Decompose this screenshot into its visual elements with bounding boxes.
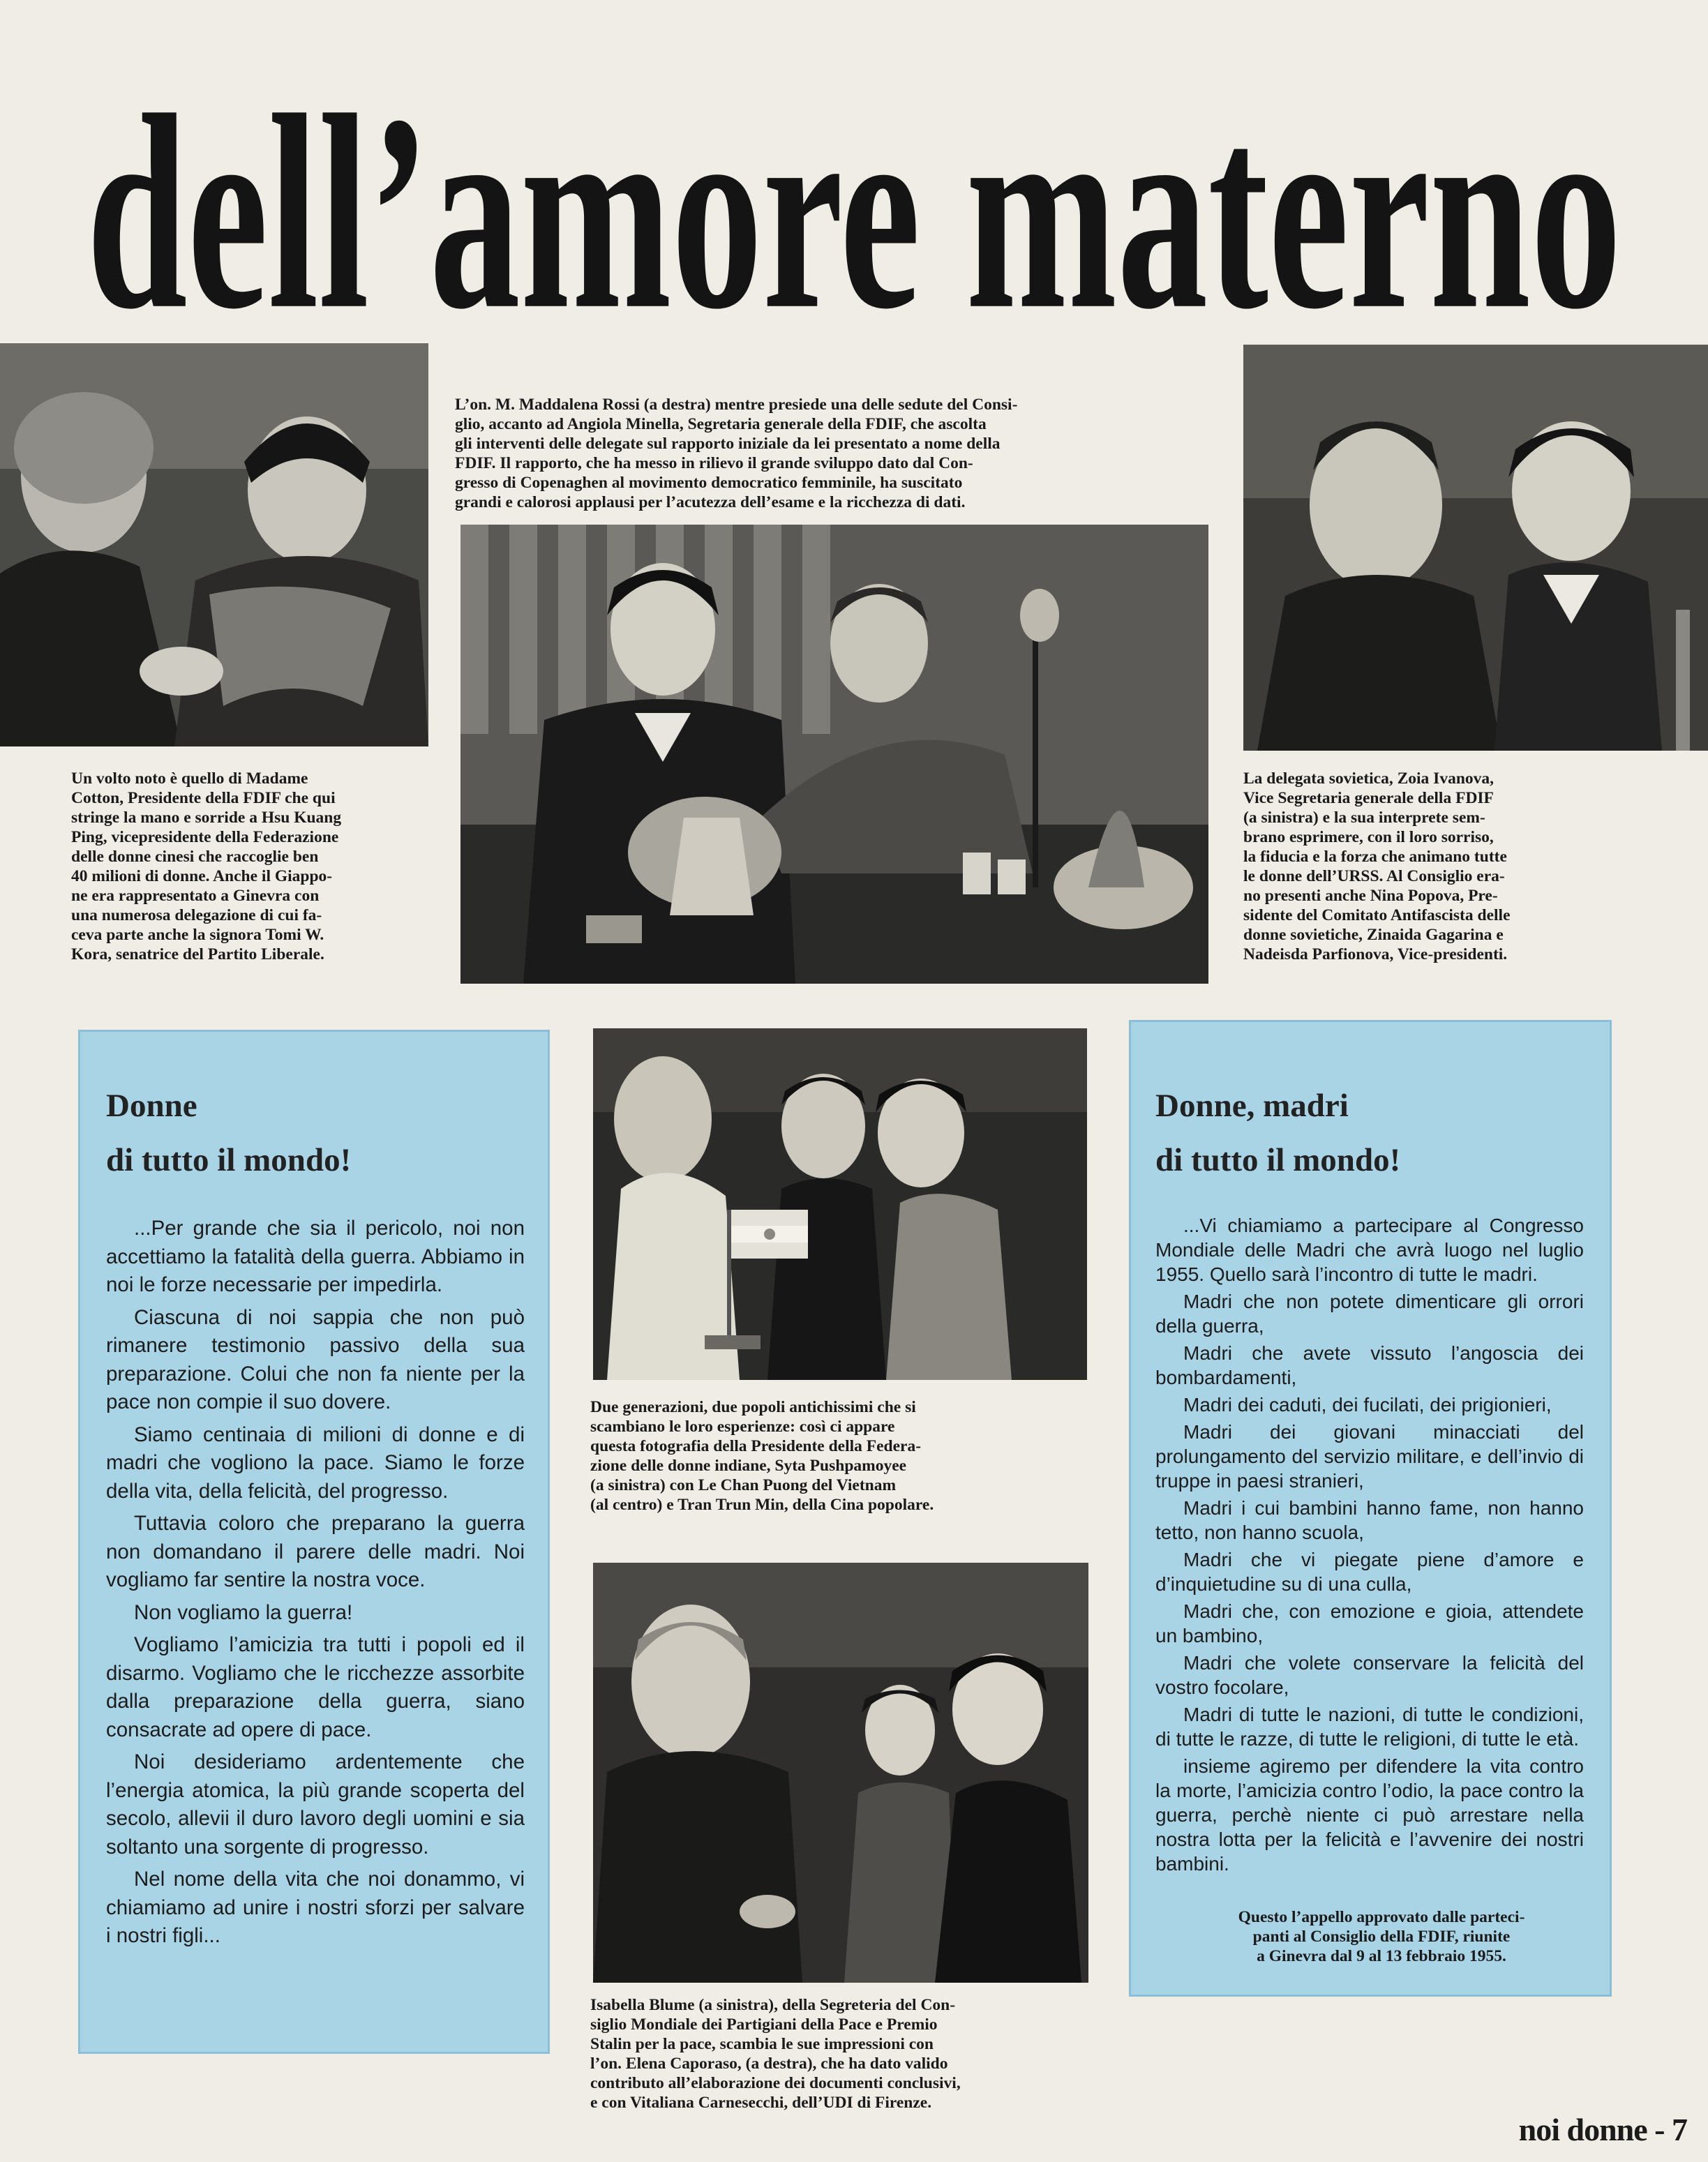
appeal-right-paragraph: Madri che avete vissuto l’angoscia dei bombardamenti, (1155, 1342, 1584, 1388)
photo-three-women-with-flag-icon (593, 1028, 1087, 1380)
photo-bottom-center (593, 1563, 1088, 1983)
photo-three-women-talking-icon (593, 1563, 1088, 1983)
appeal-right-paragraph: Madri che non potete dimenticare gli orrori della guerra, (1155, 1291, 1584, 1337)
caption-middle-center: Due generazioni, due popoli antichissimi che si scambiano le loro esperienze: così ci appare questa fotografia della Presidente della Federa- zione delle donne indiane, Syta Pushpamoyee (a sinistra) con Le Chan Puong del Vietnam (al centro) e Tran Trun Min, della Cina popolare. (590, 1398, 934, 1514)
photo-women-at-meeting-table-icon (460, 525, 1208, 984)
photo-two-women-smiling-icon (1243, 345, 1708, 751)
appeal-left-paragraph: Noi desideriamo ardentemente che l’energia atomica, la più grande scoperta del secolo, allevii il duro lavoro degli uomini e sia soltanto una sorgente di progresso. (106, 1750, 525, 1859)
appeal-left-paragraph: Nel nome della vita che noi donammo, vi chiamiamo ad unire i nostri sforzi per salvare i nostri figli... (106, 1868, 525, 1947)
headline-text: dell’amore materno (86, 58, 1621, 321)
photo-top-left (0, 343, 428, 746)
caption-top-left: Un volto noto è quello di Madame Cotton, Presidente della FDIF che qui stringe la mano e sorride a Hsu Kuang Ping, vicepresidente della Federazione delle donne cinesi che raccoglie ben 40 milioni di donne. Anche il Giappo- ne era rappresentato a Ginevra con una numerosa delegazione di cui fa- ceva parte anche la signora Tomi W. Kora, senatrice del Partito Liberale. (71, 770, 342, 963)
caption-bottom-center: Isabella Blume (a sinistra), della Segreteria del Con- siglio Mondiale dei Partigiani della Pace e Premio Stalin per la pace, scambia le sue impressioni con l’on. Elena Caporaso, (a destra), che ha dato valido contributo all’elaborazione dei documenti conclusivi, e con Vitaliana Carnesecchi, dell’UDI di Firenze. (590, 1996, 961, 2112)
appeal-right-paragraph: insieme agiremo per difendere la vita contro la morte, l’amicizia contro l’odio, la pace contro la guerra, perchè niente ci può arrestare nella nostra lotta per la felicità e l’avvenire dei nostri bambini. (1155, 1755, 1584, 1875)
caption-top-center: L’on. M. Maddalena Rossi (a destra) mentre presiede una delle sedute del Consi- glio, accanto ad Angiola Minella, Segretaria generale della FDIF, che ascolta gli interventi delle delegate sul rapporto iniziale da lei presentato a nome della FDIF. Il rapporto, che ha messo in rilievo il grande sviluppo dato dal Con- gresso di Copenaghen al movimento democratico femminile, ha suscitato grandi e calorosi applausi per l’acutezza dell’esame e la ricchezza di dati. (455, 396, 1018, 511)
photo-top-right (1243, 345, 1708, 751)
appeal-left-title: Donne di tutto il mondo! (106, 1088, 352, 1178)
appeal-right-paragraph: Madri i cui bambini hanno fame, non hanno tetto, non hanno scuola, (1155, 1497, 1584, 1543)
appeal-right-paragraph: Madri di tutte le nazioni, di tutte le condizioni, di tutte le razze, di tutte le religioni, di tutte le età. (1155, 1704, 1584, 1750)
photo-middle-center (593, 1028, 1087, 1380)
headline (0, 14, 1708, 321)
appeal-right-signature: Questo l’appello approvato dalle parteci- panti al Consiglio della FDIF, riunite a Ginevra dal 9 al 13 febbraio 1955. (1238, 1908, 1525, 1965)
appeal-left-paragraph: Vogliamo l’amicizia tra tutti i popoli ed il disarmo. Vogliamo che le ricchezze assorbite dalla preparazione della guerra, siano consacrate ad opere di pace. (106, 1633, 525, 1741)
appeal-left-body (106, 1215, 525, 1955)
appeal-left-paragraph: ...Per grande che sia il pericolo, noi non accettiamo la fatalità della guerra. Abbiamo in noi le forze necessarie per impedirla. (106, 1217, 525, 1296)
appeal-right-paragraph: Madri dei giovani minacciati del prolungamento del servizio militare, e dell’invio di truppe in paesi stranieri, (1155, 1421, 1584, 1492)
appeal-right-paragraph: Madri che vi piegate piene d’amore e d’inquietudine su di una culla, (1155, 1549, 1584, 1595)
caption-top-right: La delegata sovietica, Zoia Ivanova, Vice Segretaria generale della FDIF (a sinistra) e la sua interprete sem- brano esprimere, con il loro sorriso, la fiducia e la forza che animano tutte le donne dell’URSS. Al Consiglio era- no presenti anche Nina Popova, Pre- sidente del Comitato Antifascista delle donne sovietiche, Zinaida Gagarina e Nadeisda Parfionova, Vice-presidenti. (1243, 770, 1511, 963)
appeal-right-title: Donne, madri di tutto il mondo! (1155, 1088, 1401, 1178)
appeal-right-paragraph: ...Vi chiamiamo a partecipare al Congresso Mondiale delle Madri che avrà luogo nel luglio 1955. Quello sarà l’incontro di tutte le madri. (1155, 1215, 1584, 1285)
appeal-left-paragraph: Non vogliamo la guerra! (134, 1600, 353, 1624)
page-footer: noi donne - 7 (1518, 2112, 1687, 2147)
appeal-right-paragraph: Madri che, con emozione e gioia, attendete un bambino, (1155, 1600, 1584, 1646)
appeal-left-paragraph: Ciascuna di noi sappia che non può rimanere testimonio passivo della sua preparazione. Colui che non fa niente per la pace non compie il suo dovere. (106, 1305, 525, 1413)
appeal-right-paragraph: Madri che volete conservare la felicità del vostro focolare, (1155, 1652, 1584, 1698)
appeal-right-paragraph: Madri dei caduti, dei fucilati, dei prigionieri, (1183, 1394, 1552, 1416)
appeal-left-paragraph: Siamo centinaia di milioni di donne e di madri che vogliono la pace. Siamo le forze della vita, della felicità, del progresso. (106, 1422, 525, 1503)
photo-two-women-greeting-icon (0, 343, 428, 746)
appeal-left-paragraph: Tuttavia coloro che preparano la guerra non domandano il parere delle madri. Noi vogliamo far sentire la nostra voce. (106, 1512, 525, 1591)
appeal-right-body (1155, 1213, 1584, 1879)
photo-top-center (460, 525, 1208, 984)
